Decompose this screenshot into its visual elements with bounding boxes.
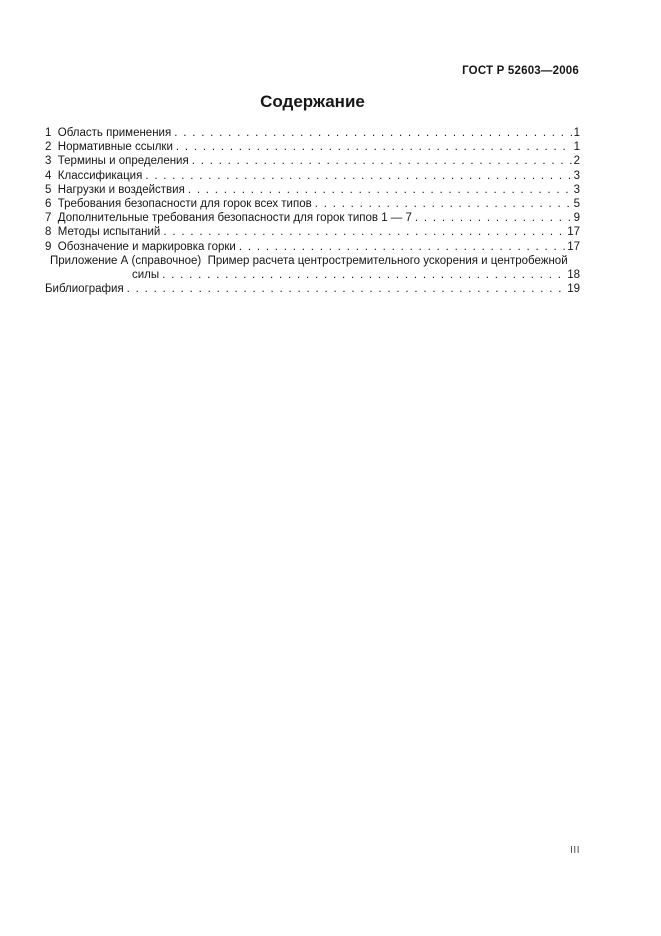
toc-row	[45, 154, 580, 168]
toc-entry-label: силы	[132, 269, 160, 282]
toc-row-appendix	[45, 254, 580, 268]
toc-page-number: 18	[567, 269, 580, 282]
toc-row	[45, 140, 580, 154]
page-number-roman: III	[570, 845, 580, 856]
dot-leader	[188, 183, 572, 197]
page-title: Содержание	[260, 92, 365, 111]
toc-page-number: 2	[573, 155, 580, 168]
toc-entry-label: 9 Обозначение и маркировка горки	[45, 240, 236, 253]
dot-leader	[145, 169, 571, 183]
toc-entry-label: 2 Нормативные ссылки	[45, 141, 173, 154]
toc-page-number: 1	[573, 127, 580, 139]
dot-leader	[415, 211, 572, 225]
toc-row	[45, 169, 580, 183]
toc-row	[45, 183, 580, 197]
toc-entry-label: 6 Требования безопасности для горок всех типов	[45, 198, 312, 211]
toc-entry-label: 3 Термины и определения	[45, 155, 189, 168]
toc-row	[45, 197, 580, 211]
toc-entry-label: 7 Дополнительные требования безопасности для горок типов 1 — 7	[45, 212, 412, 225]
toc-row	[45, 225, 580, 239]
toc-page-number: 19	[567, 283, 580, 296]
toc-row-appendix-continuation	[45, 268, 580, 282]
toc-entry-label: Библиография	[45, 283, 124, 296]
toc-page-number: 5	[573, 198, 580, 211]
toc-entry-label: 8 Методы испытаний	[45, 226, 161, 239]
dot-leader	[174, 126, 571, 140]
dot-leader	[315, 197, 572, 211]
toc-row	[45, 126, 580, 140]
toc-row	[45, 282, 580, 296]
dot-leader	[163, 225, 565, 239]
toc-entry-label: 1 Область применения	[45, 127, 172, 139]
document-code: ГОСТ Р 52603—2006	[462, 65, 579, 77]
table-of-contents	[45, 126, 580, 296]
toc-page-number: 17	[567, 226, 580, 239]
toc-entry-label: 4 Классификация	[45, 169, 143, 182]
dot-leader	[176, 140, 572, 154]
toc-row	[45, 240, 580, 254]
toc-entry-label: 5 Нагрузки и воздействия	[45, 183, 185, 196]
toc-page-number: 3	[573, 183, 580, 196]
toc-page-number: 9	[573, 212, 580, 225]
toc-entry-label: Приложение А (справочное) Пример расчета центростремительного ускорения и центробежной	[50, 254, 568, 267]
toc-page-number: 1	[573, 141, 580, 154]
toc-row	[45, 211, 580, 225]
toc-page-number: 17	[567, 240, 580, 253]
dot-leader	[127, 282, 566, 296]
toc-page-number: 3	[573, 169, 580, 182]
dot-leader	[162, 268, 565, 282]
dot-leader	[192, 154, 572, 168]
dot-leader	[239, 240, 565, 254]
